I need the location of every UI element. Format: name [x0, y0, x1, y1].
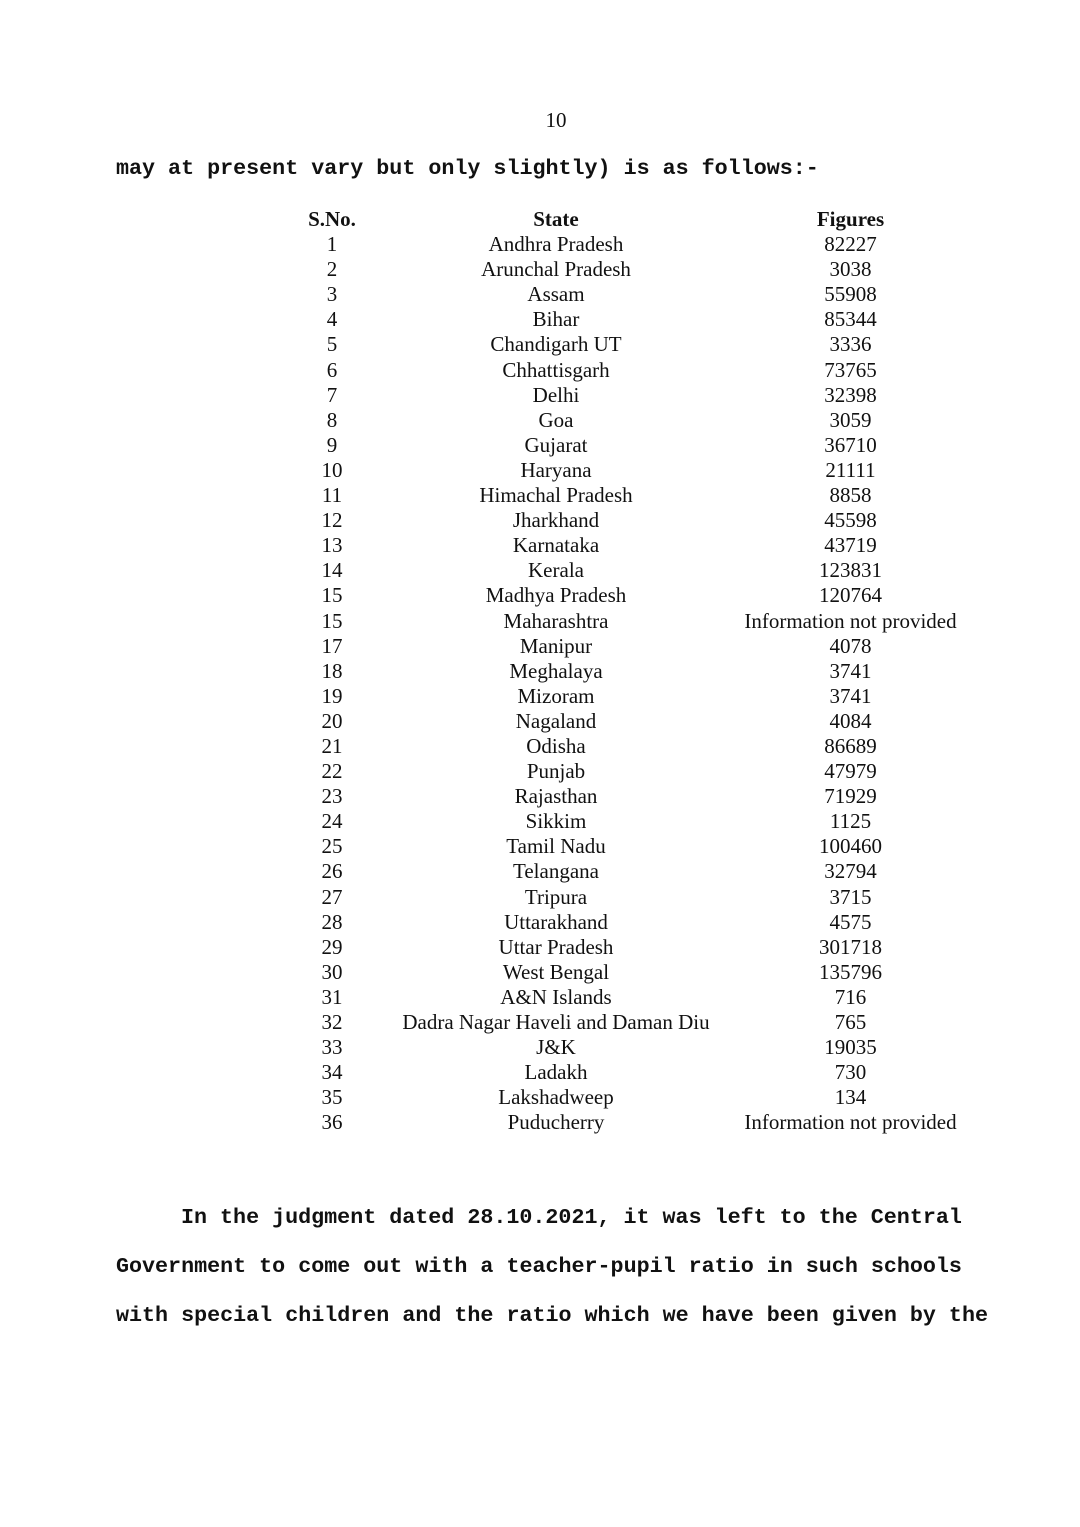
cell-sno: 13 — [321, 533, 343, 558]
states-figures-table — [290, 207, 963, 1135]
cell-state: Assam — [527, 282, 585, 307]
cell-state: Goa — [538, 407, 574, 432]
cell-figures: 86689 — [824, 733, 877, 758]
cell-figures: 730 — [834, 1060, 867, 1085]
cell-figures: 3038 — [829, 257, 872, 282]
table-row — [290, 734, 963, 759]
cell-state: Punjab — [526, 759, 586, 784]
table-row — [290, 1085, 963, 1110]
table-row — [290, 784, 963, 809]
cell-state: Delhi — [532, 382, 580, 407]
table-header-row — [290, 207, 963, 232]
cell-state: Mizoram — [517, 683, 595, 708]
header-sno: S.No. — [308, 207, 356, 231]
table-row — [290, 684, 963, 709]
cell-state: Madhya Pradesh — [485, 583, 627, 608]
cell-sno: 15 — [321, 608, 343, 633]
cell-state: West Bengal — [502, 959, 610, 984]
table-row — [290, 609, 963, 634]
cell-figures: 45598 — [824, 508, 877, 533]
cell-sno: 10 — [321, 457, 343, 482]
cell-state: Manipur — [519, 633, 593, 658]
cell-figures: 32794 — [824, 859, 877, 884]
cell-sno: 20 — [321, 708, 343, 733]
cell-sno: 27 — [321, 884, 343, 909]
table-row — [290, 533, 963, 558]
cell-sno: 22 — [321, 759, 343, 784]
cell-figures: 134 — [834, 1085, 867, 1110]
cell-state: Rajasthan — [514, 784, 598, 809]
cell-figures: 3741 — [829, 658, 872, 683]
cell-figures: 4575 — [829, 909, 872, 934]
cell-state: J&K — [536, 1035, 576, 1060]
table-row — [290, 232, 963, 257]
cell-sno: 12 — [321, 508, 343, 533]
table-row — [290, 332, 963, 357]
cell-state: Bihar — [532, 307, 580, 332]
cell-state: Karnataka — [512, 533, 600, 558]
cell-sno: 36 — [321, 1110, 343, 1135]
cell-state: Arunchal Pradesh — [481, 257, 631, 282]
table-row — [290, 433, 963, 458]
cell-state: A&N Islands — [500, 984, 612, 1009]
table-row — [290, 1035, 963, 1060]
cell-figures: 765 — [834, 1010, 867, 1034]
table-row — [290, 1110, 963, 1135]
table-row — [290, 1060, 963, 1085]
cell-sno: 4 — [326, 307, 338, 332]
paragraph-line: In the judgment dated 28.10.2021, it was left to the Central — [181, 1205, 962, 1230]
table-row — [290, 960, 963, 985]
cell-sno: 34 — [321, 1060, 343, 1085]
cell-figures: 1125 — [829, 809, 872, 834]
cell-figures: 716 — [834, 984, 867, 1009]
table-row — [290, 483, 963, 508]
cell-sno: 9 — [326, 432, 338, 457]
table-row — [290, 985, 963, 1010]
cell-sno: 32 — [321, 1010, 343, 1034]
cell-figures: 3336 — [829, 332, 872, 357]
cell-figures: 82227 — [824, 232, 877, 257]
cell-state: Andhra Pradesh — [488, 232, 624, 257]
cell-state: Gujarat — [524, 432, 588, 457]
cell-state: Tamil Nadu — [506, 834, 606, 859]
cell-state: Nagaland — [515, 708, 597, 733]
cell-state: Sikkim — [525, 809, 587, 834]
cell-figures: 47979 — [824, 759, 877, 784]
cell-sno: 24 — [321, 809, 343, 834]
cell-sno: 11 — [321, 483, 343, 508]
cell-sno: 8 — [326, 407, 338, 432]
cell-state: Maharashtra — [503, 608, 609, 633]
cell-sno: 18 — [321, 658, 343, 683]
cell-sno: 1 — [326, 232, 338, 257]
cell-state: Chhattisgarh — [502, 357, 610, 382]
cell-figures: 3059 — [829, 407, 872, 432]
cell-sno: 15 — [321, 583, 343, 608]
cell-sno: 5 — [326, 332, 338, 357]
table-row — [290, 558, 963, 583]
cell-sno: 6 — [326, 357, 338, 382]
cell-sno: 29 — [321, 934, 343, 959]
cell-state: Uttar Pradesh — [498, 934, 614, 959]
cell-state: Himachal Pradesh — [479, 483, 633, 508]
table-row — [290, 809, 963, 834]
cell-figures: 4078 — [829, 633, 872, 658]
table-row — [290, 583, 963, 608]
cell-sno: 21 — [321, 733, 343, 758]
page-number: 10 — [545, 108, 567, 132]
table-row — [290, 885, 963, 910]
cell-figures: 120764 — [819, 583, 882, 608]
table-row — [290, 408, 963, 433]
cell-sno: 25 — [321, 834, 343, 859]
table-row — [290, 935, 963, 960]
cell-state: Meghalaya — [509, 658, 603, 683]
cell-state: Puducherry — [507, 1110, 605, 1135]
cell-figures: 43719 — [824, 533, 877, 558]
header-figures: Figures — [816, 207, 885, 231]
table-row — [290, 759, 963, 784]
cell-figures: 4084 — [829, 708, 872, 733]
cell-sno: 35 — [321, 1085, 343, 1110]
cell-sno: 33 — [321, 1035, 343, 1060]
cell-state: Jharkhand — [512, 508, 600, 533]
header-state: State — [533, 207, 579, 231]
paragraph-line: with special children and the ratio which we have been given by the — [116, 1303, 988, 1328]
cell-figures: 85344 — [824, 307, 877, 332]
cell-figures: 32398 — [824, 382, 877, 407]
table-row — [290, 910, 963, 935]
cell-figures: Information not provided — [744, 1110, 957, 1135]
cell-figures: 301718 — [819, 934, 882, 959]
cell-figures: 100460 — [819, 834, 882, 859]
cell-state: Uttarakhand — [504, 909, 608, 934]
cell-figures: 135796 — [819, 959, 882, 984]
cell-state: Dadra Nagar Haveli and Daman Diu — [402, 1010, 710, 1034]
table-row — [290, 383, 963, 408]
table-row — [290, 659, 963, 684]
table-row — [290, 307, 963, 332]
table-row — [290, 1010, 963, 1035]
cell-state: Tripura — [524, 884, 588, 909]
table-row — [290, 257, 963, 282]
table-body — [290, 232, 963, 1135]
cell-figures: 21111 — [825, 457, 876, 482]
cell-figures: 36710 — [824, 432, 877, 457]
cell-figures: 3741 — [829, 683, 872, 708]
table-row — [290, 709, 963, 734]
cell-state: Haryana — [520, 457, 592, 482]
intro-line: may at present vary but only slightly) is as follows:- — [116, 156, 819, 181]
table-row — [290, 834, 963, 859]
cell-figures: 19035 — [824, 1035, 877, 1060]
cell-sno: 23 — [321, 784, 343, 809]
table-row — [290, 859, 963, 884]
cell-sno: 17 — [321, 633, 343, 658]
cell-state: Chandigarh UT — [490, 332, 622, 357]
cell-state: Telangana — [513, 859, 599, 884]
table-row — [290, 358, 963, 383]
cell-sno: 26 — [321, 859, 343, 884]
cell-figures: 123831 — [819, 558, 882, 583]
cell-sno: 30 — [321, 959, 343, 984]
cell-sno: 3 — [326, 282, 338, 307]
cell-sno: 2 — [326, 257, 338, 282]
cell-figures: 71929 — [824, 784, 877, 809]
cell-sno: 28 — [321, 909, 343, 934]
cell-figures: 3715 — [829, 884, 872, 909]
cell-figures: Information not provided — [744, 608, 957, 633]
paragraph-line: Government to come out with a teacher-pupil ratio in such schools — [116, 1254, 962, 1279]
cell-sno: 7 — [326, 382, 338, 407]
cell-figures: 55908 — [824, 282, 877, 307]
cell-figures: 8858 — [829, 483, 872, 508]
cell-sno: 19 — [321, 683, 343, 708]
cell-state: Kerala — [528, 558, 584, 583]
cell-sno: 31 — [321, 984, 343, 1009]
table-row — [290, 458, 963, 483]
table-row — [290, 634, 963, 659]
cell-figures: 73765 — [824, 357, 877, 382]
cell-state: Ladakh — [524, 1060, 588, 1085]
table-row — [290, 508, 963, 533]
cell-state: Odisha — [526, 733, 586, 758]
cell-sno: 14 — [321, 558, 343, 583]
cell-state: Lakshadweep — [498, 1085, 614, 1110]
table-row — [290, 282, 963, 307]
